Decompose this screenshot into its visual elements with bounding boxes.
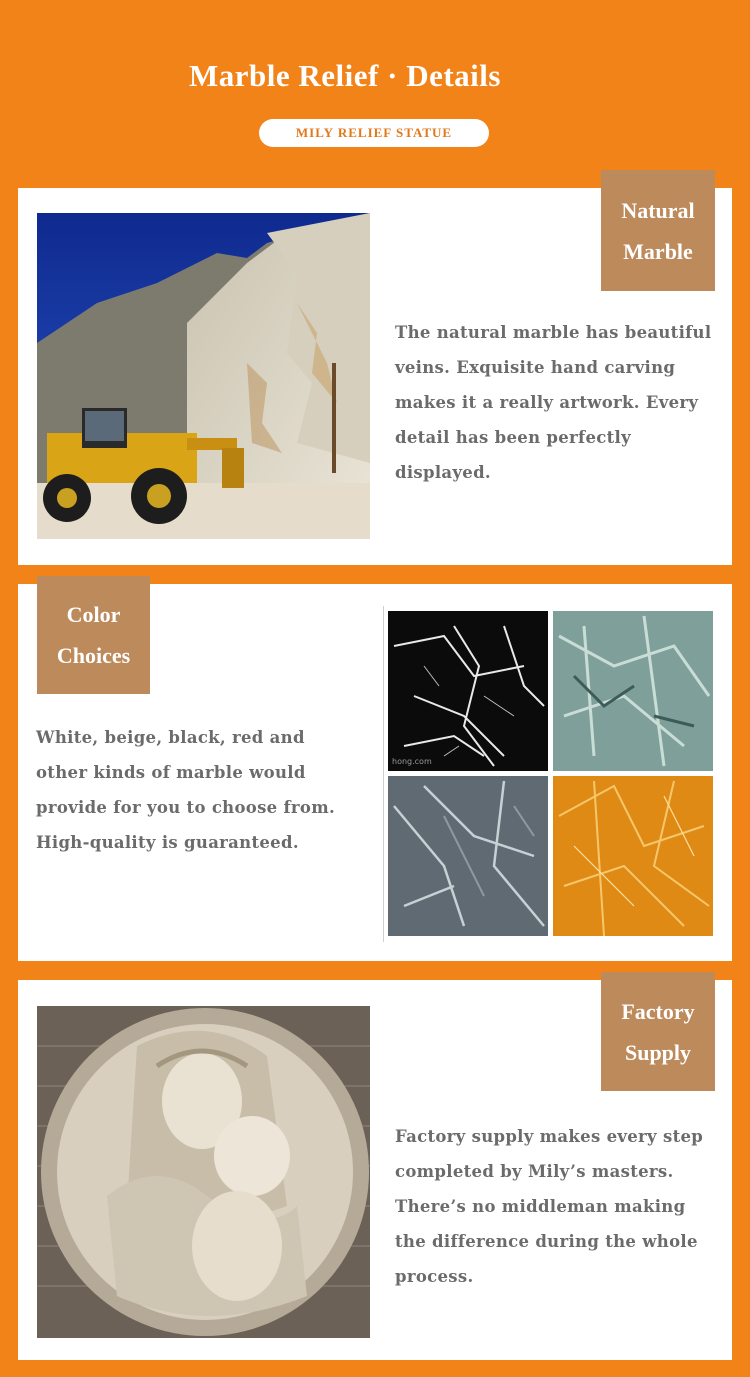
green-marble-swatch [553, 611, 713, 771]
text-line: completed by Mily’s masters. [395, 1162, 674, 1181]
page-title: Marble Relief · Details [189, 58, 501, 93]
section-natural-marble [18, 188, 732, 565]
tag-natural-marble [601, 170, 715, 291]
tag-line: Marble [623, 238, 693, 264]
text-line: provide for you to choose from. [36, 798, 336, 817]
description-color-choices [36, 720, 376, 860]
tag-line: Choices [56, 643, 131, 668]
text-line: veins. Exquisite hand carving [395, 358, 676, 377]
text-line: White, beige, black, red and [36, 728, 305, 747]
tag-line: Natural [621, 197, 695, 223]
subtitle-badge: MILY RELIEF STATUE [259, 119, 489, 147]
text-line: detail has been perfectly displayed. [395, 428, 631, 482]
text-line: process. [395, 1267, 474, 1286]
tag-color-choices [37, 576, 150, 694]
section-color-choices [18, 584, 732, 961]
tag-line: Factory [621, 998, 695, 1024]
tag-factory-supply [601, 972, 715, 1091]
section-factory-supply [18, 980, 732, 1360]
text-line: The natural marble has beautiful [395, 323, 712, 342]
text-line: other kinds of marble would [36, 763, 306, 782]
text-line: the difference during the whole [395, 1232, 698, 1251]
quarry-photo [37, 213, 370, 539]
marble-swatches [383, 606, 716, 942]
description-natural-marble [395, 315, 730, 490]
orange-marble-swatch [553, 776, 713, 936]
madonna-relief-photo [37, 1006, 370, 1338]
tag-line: Color [66, 602, 121, 627]
svg-text:hong.com: hong.com [392, 757, 432, 766]
text-line: High-quality is guaranteed. [36, 833, 299, 852]
grey-marble-swatch [388, 776, 548, 936]
text-line: makes it a really artwork. Every [395, 393, 699, 412]
tag-line: Supply [624, 1039, 692, 1065]
text-line: Factory supply makes every step [395, 1127, 704, 1146]
text-line: There’s no middleman making [395, 1197, 686, 1216]
description-factory-supply [395, 1119, 730, 1294]
black-marble-swatch [388, 611, 548, 771]
